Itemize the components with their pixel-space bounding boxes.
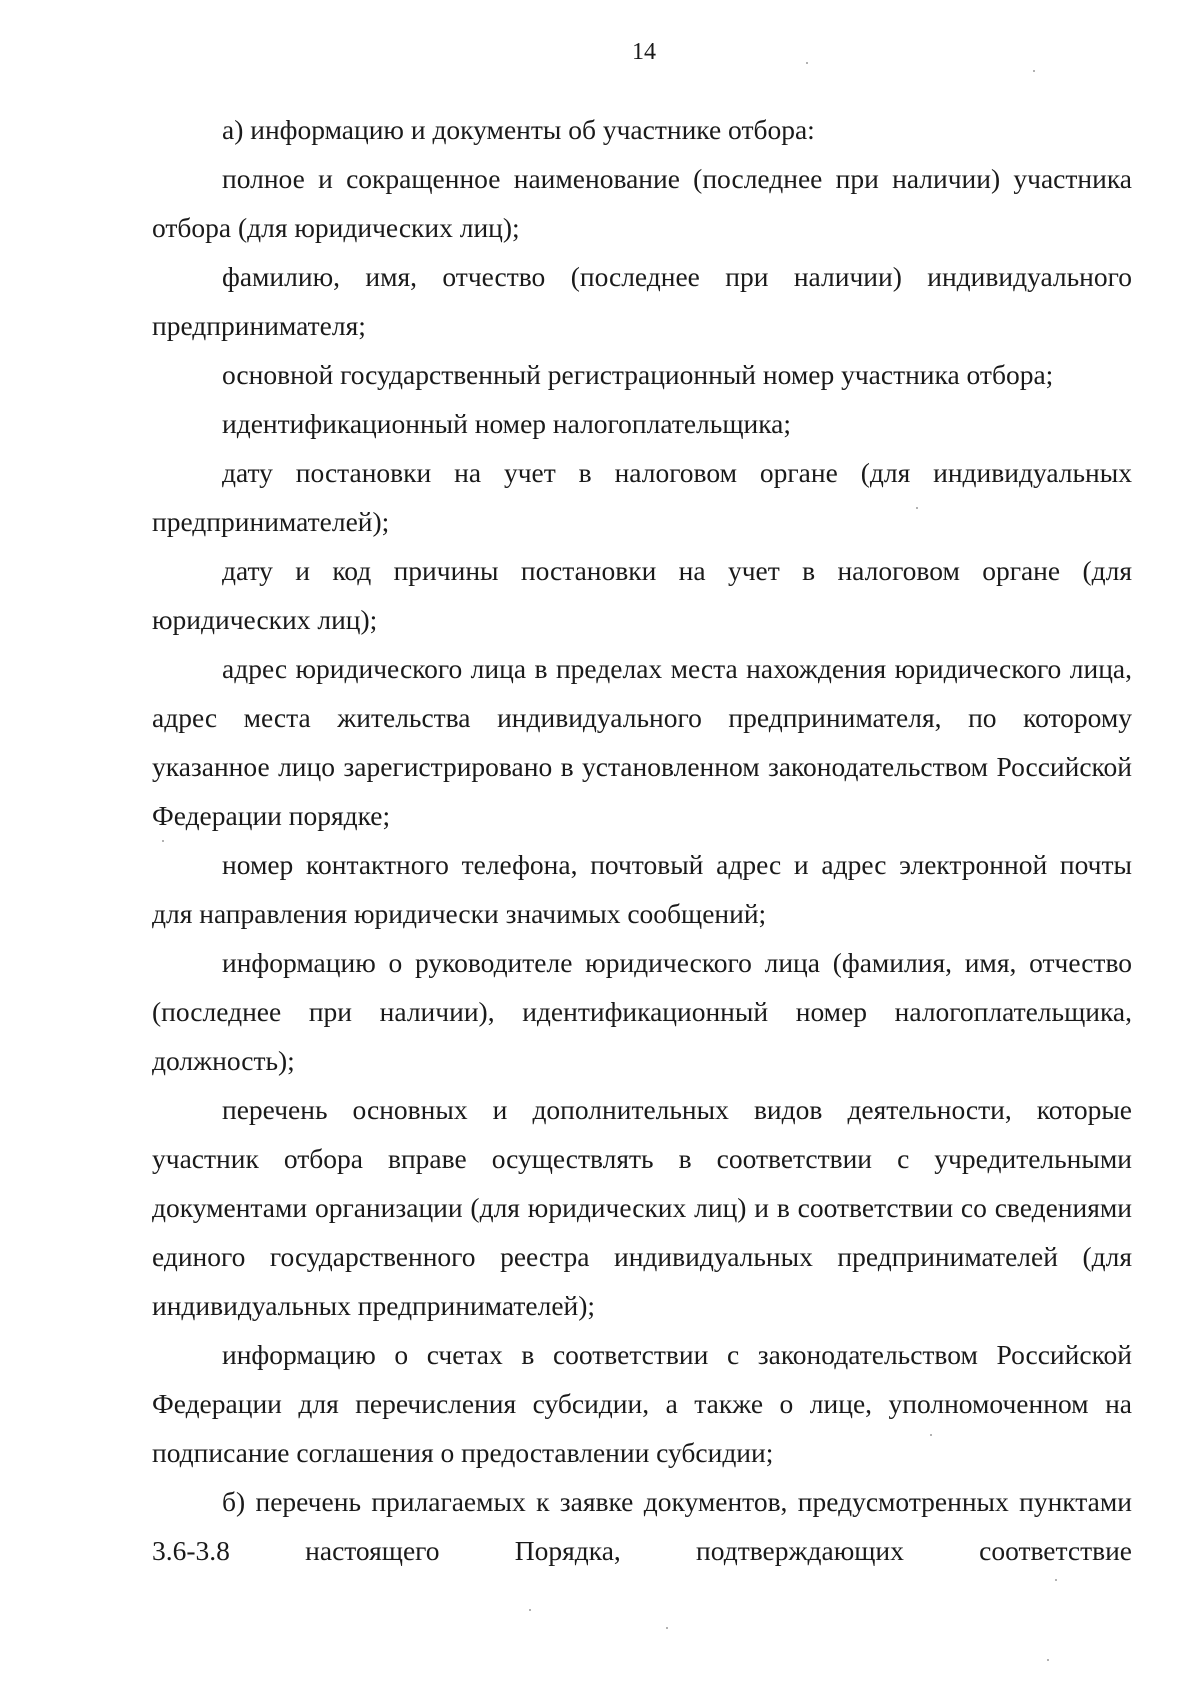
paragraph-address: адрес юридического лица в пределах места нахождения юридического лица, адрес места жительства индивидуального предпринимателя, по которому указанное лицо зарегистрировано в установленном законодательством Российской Федерации порядке; xyxy=(152,653,1132,831)
scan-speck xyxy=(1047,1659,1049,1661)
page-number: 14 xyxy=(632,39,656,65)
scan-speck xyxy=(529,1609,531,1611)
scan-speck xyxy=(930,1434,932,1436)
paragraph-contacts: номер контактного телефона, почтовый адрес и адрес электронной почты для направления юридически значимых сообщений; xyxy=(152,849,1132,929)
scan-speck xyxy=(1055,1579,1057,1581)
paragraph-accounts: информацию о счетах в соответствии с законодательством Российской Федерации для перечисления субсидии, а также о лице, уполномоченном на подписание соглашения о предоставлении субсидии; xyxy=(152,1339,1132,1468)
paragraph-head-info: информацию о руководителе юридического лица (фамилия, имя, отчество (последнее при наличии), идентификационный номер налогоплательщика, должность); xyxy=(152,947,1132,1076)
scan-speck xyxy=(1033,70,1035,72)
scan-speck xyxy=(806,62,808,64)
paragraph-kpp: дату и код причины постановки на учет в налоговом органе (для юридических лиц); xyxy=(152,555,1132,635)
scan-speck xyxy=(666,1627,668,1629)
paragraph-entrepreneur-name: фамилию, имя, отчество (последнее при наличии) индивидуального предпринимателя; xyxy=(152,261,1132,341)
paragraph-activities: перечень основных и дополнительных видов деятельности, которые участник отбора вправе осуществлять в соответствии с учредительными документами организации (для юридических лиц) и в соответствии со сведениями единого государственного реестра индивидуальных предпринимателей (для индивидуальных предпринимателей); xyxy=(152,1094,1132,1321)
paragraph-applicant-info-heading: а) информацию и документы об участнике отбора: xyxy=(222,114,815,145)
paragraph-inn: идентификационный номер налогоплательщика; xyxy=(222,408,792,439)
paragraph-attached-documents: б) перечень прилагаемых к заявке документов, предусмотренных пунктами 3.6-3.8 настоящего Порядка, подтверждающих соответствие xyxy=(152,1486,1132,1566)
paragraph-full-name: полное и сокращенное наименование (последнее при наличии) участника отбора (для юридических лиц); xyxy=(152,163,1132,243)
scan-speck xyxy=(162,840,164,842)
scan-speck xyxy=(916,507,918,509)
paragraph-tax-registration-date: дату постановки на учет в налоговом органе (для индивидуальных предпринимателей); xyxy=(152,457,1132,537)
paragraph-ogrn: основной государственный регистрационный номер участника отбора; xyxy=(222,359,1054,390)
document-body xyxy=(152,105,1132,1575)
